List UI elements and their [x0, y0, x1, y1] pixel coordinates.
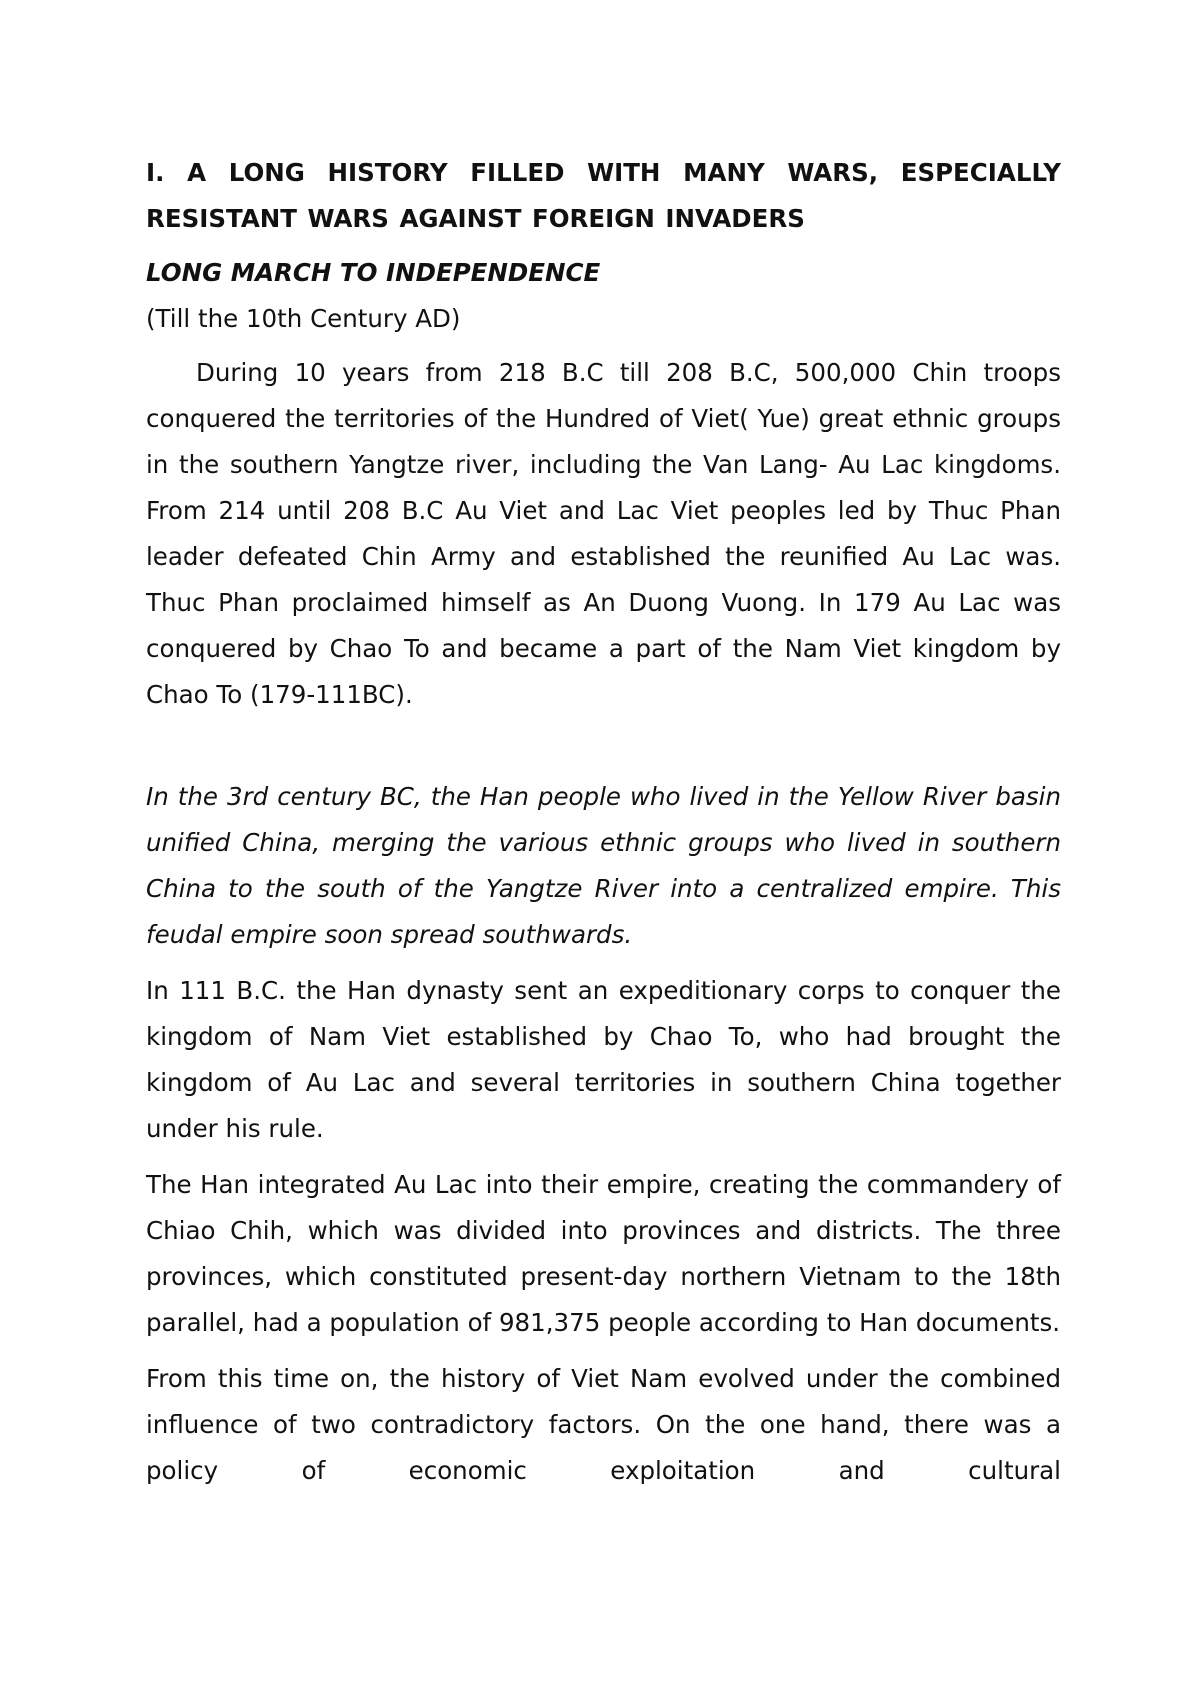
document-page: [146, 150, 1061, 1504]
paragraph-spacer: [146, 728, 1061, 774]
paragraph-han-expedition: In 111 B.C. the Han dynasty sent an expeditionary corps to conquer the kingdom of Nam Viet established by Chao To, who had brought the kingdom of Au Lac and several territories in southern China together under his rule.: [146, 976, 1061, 1143]
paragraph-chiao-chih: The Han integrated Au Lac into their empire, creating the commandery of Chiao Chih, which was divided into provinces and districts. The three provinces, which constituted present-day northern Vietnam to the 18th parallel, had a population of 981,375 people according to Han documents.: [146, 1170, 1061, 1337]
paragraph-contradictory-factors: From this time on, the history of Viet Nam evolved under the combined influence of two contradictory factors. On the one hand, there was a policy of economic exploitation and cultural: [146, 1364, 1061, 1485]
paragraph-han-unification: In the 3rd century BC, the Han people who lived in the Yellow River basin unified China, merging the various ethnic groups who lived in southern China to the south of the Yangtze River into a centralized empire. This feudal empire soon spread southwards.: [146, 782, 1061, 949]
section-heading: I. A LONG HISTORY FILLED WITH MANY WARS, ESPECIALLY RESISTANT WARS AGAINST FOREIGN INVADERS: [146, 158, 1061, 233]
section-subheading: LONG MARCH TO INDEPENDENCE: [146, 258, 601, 287]
date-range: (Till the 10th Century AD): [146, 304, 461, 333]
paragraph-chin-conquest: During 10 years from 218 B.C till 208 B.C, 500,000 Chin troops conquered the territories of the Hundred of Viet( Yue) great ethnic groups in the southern Yangtze river, including the Van Lang- Au Lac kingdoms. From 214 until 208 B.C Au Viet and Lac Viet peoples led by Thuc Phan leader defeated Chin Army and established the reunified Au Lac was. Thuc Phan proclaimed himself as An Duong Vuong. In 179 Au Lac was conquered by Chao To and became a part of the Nam Viet kingdom by Chao To (179-111BC).: [146, 358, 1061, 709]
